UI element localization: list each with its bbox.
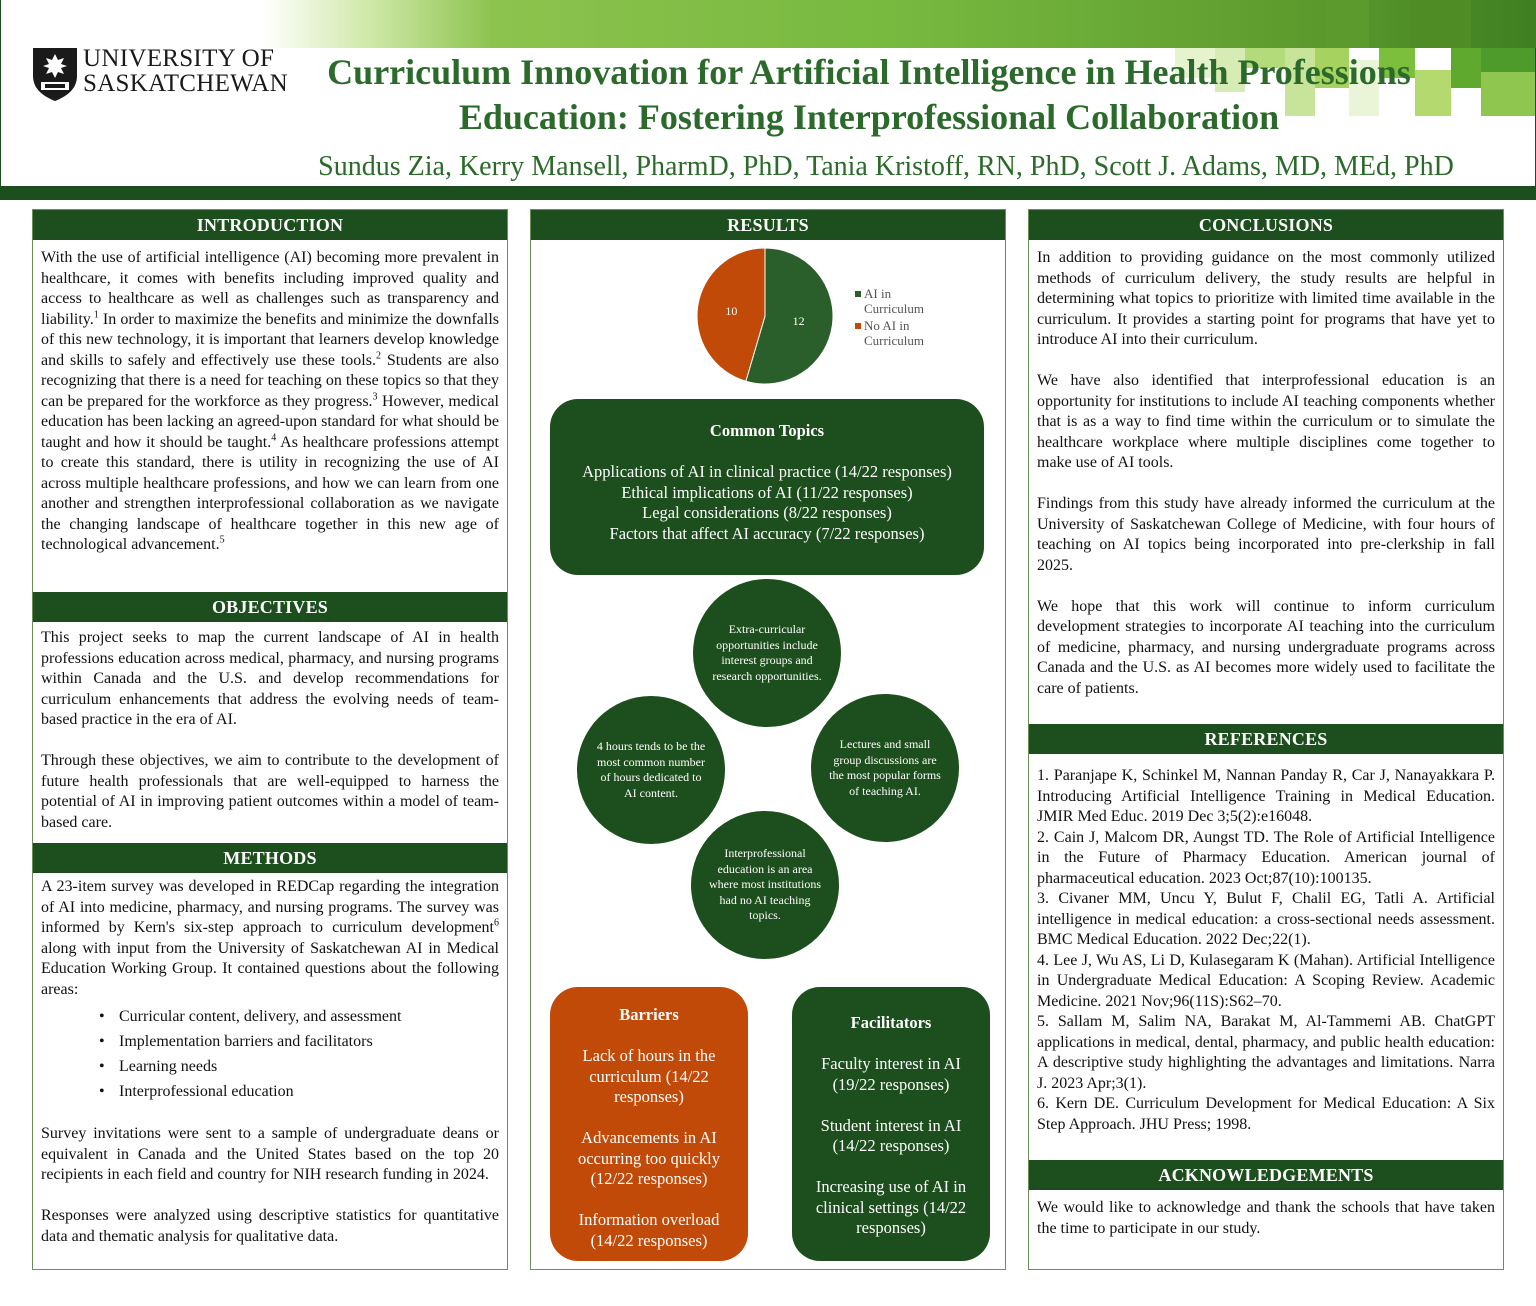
list-item: • Implementation barriers and facilitators [99, 1029, 499, 1054]
legend-label: Curriculum [864, 301, 924, 316]
ref-marker: 6 [494, 917, 499, 929]
list-item: Applications of AI in clinical practice (14/22 responses) [582, 462, 952, 481]
middle-column [530, 209, 1006, 1270]
conclusions-paragraph: We have also identified that interprofessional education is an opportunity for institutions to include AI teaching components whether that is as a way to find time within the curriculum or to simulate the healthcare workplace where multiple disciplines come together to make use of AI tools. [1037, 372, 1495, 471]
introduction-body [41, 248, 499, 556]
objectives-body [41, 628, 499, 833]
list-item: Advancements in AI occurring too quickly (12/22 responses) [577, 1128, 721, 1188]
introduction-text [41, 248, 499, 556]
list-item: Faculty interest in AI (19/22 responses) [821, 1054, 961, 1094]
ref-marker: 1 [93, 309, 99, 321]
reference-item: 1. Paranjape K, Schinkel M, Nannan Panday R, Car J, Nanayakkara P. Introducing Artificial Intelligence Training in Medical Education. JMIR Med Educ. 2019 Dec 3;5(2):e16048. [1037, 767, 1495, 825]
poster-authors: Sundus Zia, Kerry Mansell, PharmD, PhD, Tania Kristoff, RN, PhD, Scott J. Adams, MD, MEd, PhD [318, 151, 1454, 182]
facilitators-box [792, 987, 990, 1261]
logo-line-2: SASKATCHEWAN [83, 70, 289, 97]
list-item: • Learning needs [99, 1054, 499, 1079]
reference-item: 4. Lee J, Wu AS, Li D, Kulasegaram K (Mahan). Artificial Intelligence in Undergraduate Medical Education: A Scoping Review. Academic Medicine. 2021 Nov;96(11S):S62–70. [1037, 951, 1495, 1010]
list-item: Factors that affect AI accuracy (7/22 responses) [609, 523, 925, 543]
list-item: Lack of hours in the curriculum (14/22 responses) [582, 1046, 716, 1106]
methods-paragraph-1 [41, 877, 499, 1000]
intro-sentence-4: However, medical education has been lacking an agreed-upon standard for what should be taught and how it should be taught. [41, 392, 499, 451]
list-item: • Interprofessional education [99, 1079, 499, 1104]
ai-curriculum-pie-chart [695, 246, 835, 386]
bubble-hours [577, 696, 725, 844]
pie-legend [855, 286, 924, 350]
barriers-title: Barriers [619, 1005, 679, 1024]
list-item: Ethical implications of AI (11/22 responses) [621, 482, 913, 502]
ref-marker: 5 [219, 534, 225, 546]
bubble-text: Extra-curricular opportunities include interest groups and research opportunities. [712, 622, 822, 683]
left-column [32, 209, 508, 1270]
ref-marker: 4 [271, 432, 277, 444]
legend-swatch [855, 323, 861, 329]
introduction-heading: INTRODUCTION [33, 210, 507, 240]
poster-title [281, 50, 1457, 140]
references-heading: REFERENCES [1029, 724, 1503, 754]
conclusions-heading: CONCLUSIONS [1029, 210, 1503, 240]
legend-label: Curriculum [864, 333, 924, 348]
methods-paragraph-3: Responses were analyzed using descriptive statistics for quantitative data and thematic analysis for qualitative data. [41, 1207, 499, 1245]
conclusions-paragraph: We hope that this work will continue to inform curriculum development strategies to incorporate AI teaching into the curriculum of medicine, pharmacy, and nursing undergraduate programs across Canada and the U.S. as AI becomes more widely used to facilitate the care of patients. [1037, 597, 1495, 697]
intro-sentence-2: In order to maximize the benefits and minimize the downfalls of this new technology, it is important that learners develop knowledge and skills to safely and effectively use these tools. [41, 310, 499, 369]
bubble-text: Interprofessional education is an area where most institutions had no AI teaching topics. [709, 846, 821, 923]
poster-title-line-2: Education: Fostering Interprofessional Collaboration [458, 97, 1280, 137]
objectives-heading: OBJECTIVES [33, 592, 507, 622]
barriers-box [550, 987, 748, 1261]
university-logo [31, 44, 289, 104]
legend-entry-no-ai [855, 318, 924, 348]
list-item: Legal considerations (8/22 responses) [642, 503, 892, 522]
intro-sentence-5: As healthcare professions attempt to create this standard, there is utility in recognizing the use of AI across multiple healthcare professions, and how we can learn from one another and strengthen interprofessional collaboration as we navigate the changing landscape of healthcare together in this new age of technological advancement. [41, 433, 499, 553]
legend-swatch [855, 291, 861, 297]
pie-data-label: 10 [725, 304, 738, 319]
intro-sentence-3: Students are also recognizing that there is a need for teaching on these topics so that they can be prepared for the workforce as they progress. [41, 351, 499, 410]
right-column [1028, 209, 1504, 1270]
results-heading: RESULTS [531, 210, 1005, 240]
legend-label: AI in [864, 286, 892, 301]
bubble-teaching-forms [811, 694, 959, 842]
objectives-paragraph-1: This project seeks to map the current landscape of AI in health professions education across medical, pharmacy, and nursing programs within Canada and the U.S. and develop recommendations for curriculum enhancements that address the evolving needs of team-based practice in the era of AI. [41, 629, 499, 728]
university-crest-icon [31, 46, 79, 102]
methods-text-b: along with input from the University of Saskatchewan AI in Medical Education Working Group. It contained questions about the following areas: [41, 939, 499, 998]
methods-paragraph-2: Survey invitations were sent to a sample of undergraduate deans or equivalent in Canada and the United States based on the top 20 recipients in each field and country for NIH research funding in 2024. [41, 1125, 499, 1183]
conclusions-paragraph: In addition to providing guidance on the most commonly utilized methods of curriculum delivery, the study results are helpful in determining what topics to prioritize with limited time available in the curriculum. It provides a starting point for programs that have yet to introduce AI into their curriculum. [1037, 249, 1495, 348]
conclusions-body [1037, 248, 1495, 699]
facilitators-title: Facilitators [850, 1013, 932, 1032]
bubble-interprofessional [691, 811, 839, 959]
objectives-paragraph-2: Through these objectives, we aim to contribute to the development of future health professionals that are well-equipped to harness the potential of AI in improving patient outcomes within a model of team-based care. [41, 752, 499, 831]
bubble-extracurricular [693, 579, 841, 727]
reference-item: 6. Kern DE. Curriculum Development for Medical Education: A Six Step Approach. JHU Press; 1998. [1037, 1095, 1495, 1133]
header-bottom-band [1, 186, 1536, 200]
ref-marker: 3 [372, 391, 378, 403]
intro-sentence-1: With the use of artificial intelligence (AI) becoming more prevalent in healthcare, it comes with benefits including improved quality and access to healthcare as well as challenges such as transparency and liability. [41, 249, 499, 328]
legend-entry-ai [855, 286, 924, 316]
acknowledgements-heading: ACKNOWLEDGEMENTS [1029, 1160, 1503, 1190]
references-body [1037, 766, 1495, 1135]
list-item: Increasing use of AI in clinical settings (14/22 responses) [815, 1177, 967, 1237]
list-item: Information overload (14/22 responses) [578, 1210, 720, 1250]
acknowledgements-body [1037, 1198, 1495, 1239]
ref-marker: 2 [375, 350, 381, 362]
methods-heading: METHODS [33, 843, 507, 873]
poster-header [0, 0, 1536, 200]
poster-title-line-1: Curriculum Innovation for Artificial Intelligence in Health Professions [327, 52, 1411, 92]
methods-body [41, 877, 499, 1247]
methods-bullet-list [99, 1004, 499, 1104]
acknowledgements-text: We would like to acknowledge and thank the schools that have taken the time to participate in our study. [1037, 1199, 1495, 1237]
list-item: • Curricular content, delivery, and assessment [99, 1004, 499, 1029]
conclusions-paragraph: Findings from this study have already informed the curriculum at the University of Saskatchewan College of Medicine, with four hours of teaching on AI topics being incorporated into pre-clerkship in fall 2025. [1037, 495, 1495, 574]
bubble-text: Lectures and small group discussions are the most popular forms of teaching AI. [829, 737, 941, 798]
reference-item: 5. Sallam M, Salim NA, Barakat M, Al-Tammemi AB. ChatGPT applications in medical, dental, pharmacy, and public health education: A descriptive study highlighting the advantages and limitations. Narra J. 2023 Apr;3(1). [1037, 1013, 1495, 1092]
pie-data-label: 12 [792, 313, 805, 328]
list-item: Student interest in AI (14/22 responses) [820, 1115, 962, 1155]
logo-line-1: UNIVERSITY OF [83, 45, 275, 72]
common-topics-box [550, 399, 984, 575]
legend-label: No AI in [864, 318, 910, 333]
methods-text-a: A 23-item survey was developed in REDCap regarding the integration of AI into medicine, pharmacy, and nursing programs. The survey was informed by Kern's six-step approach to curriculum development [41, 878, 499, 936]
common-topics-title: Common Topics [709, 421, 825, 440]
bubble-text: 4 hours tends to be the most common number of hours dedicated to AI content. [596, 739, 706, 800]
reference-item: 3. Civaner MM, Uncu Y, Bulut F, Chalil EG, Tatli A. Artificial intelligence in medical education: a cross-sectional needs assessment. BMC Medical Education. 2022 Dec;22(1). [1037, 890, 1495, 948]
reference-item: 2. Cain J, Malcom DR, Aungst TD. The Role of Artificial Intelligence in the Future of Pharmacy Education. American journal of pharmaceutical education. 2023 Oct;87(10):100135. [1037, 828, 1495, 887]
